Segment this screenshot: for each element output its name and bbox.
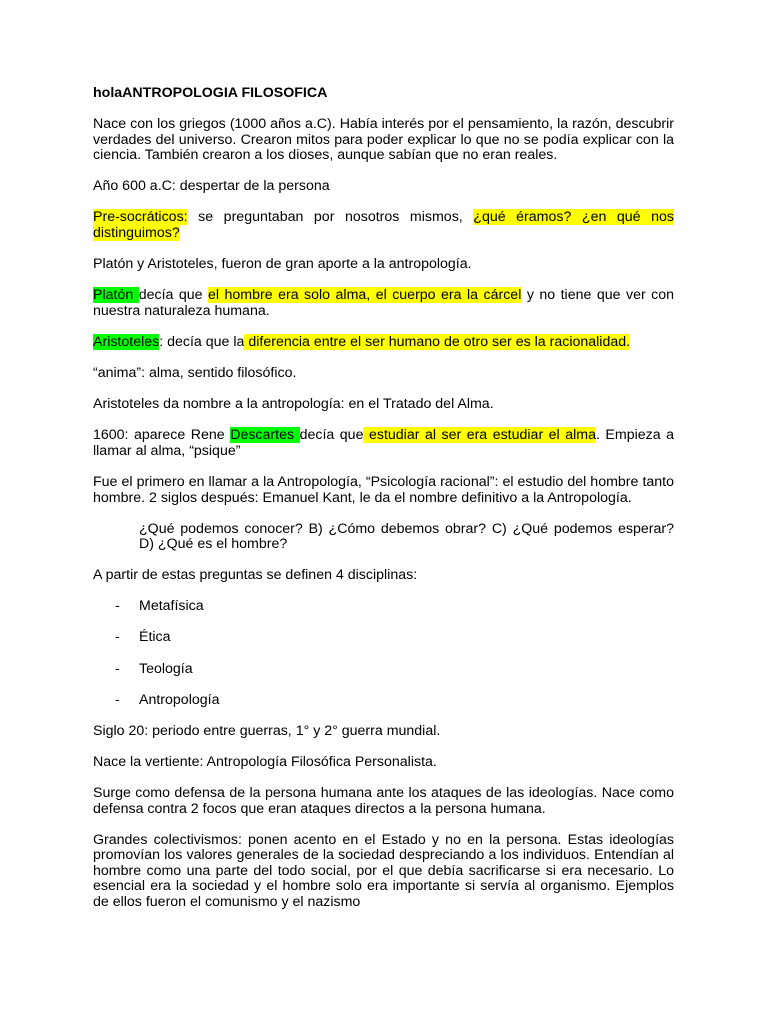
list-item — [93, 630, 674, 646]
highlight-presocratics: Pre-socráticos: — [93, 209, 188, 226]
paragraph-text: y no tiene que ver con nuestra naturaleza humana. — [93, 287, 675, 319]
paragraph-plato — [93, 288, 674, 319]
paragraph-text: decía que — [138, 287, 209, 304]
paragraph-defense: Surge como defensa de la persona humana ante los ataques de las ideologías. Nace como defensa contra 2 focos que eran ataques directos a la persona humana. — [93, 784, 674, 817]
list-item-label: Metafísica — [139, 598, 204, 615]
paragraph-text: decía que — [299, 427, 364, 444]
disciplines-list — [93, 599, 674, 708]
list-bullet: - — [115, 629, 120, 646]
highlight-plato-idea: el hombre era solo alma, el cuerpo era la cárcel — [208, 287, 522, 304]
paragraph-origins: Nace con los griegos (1000 años a.C). Había interés por el pensamiento, la razón, descubrir verdades del universo. Crearon mitos para poder explicar lo que no se podía explicar con la ciencia. También crearon a los dioses, aunque sabían que no eran reales. — [93, 116, 674, 164]
list-item-label: Teología — [139, 660, 193, 677]
list-bullet: - — [115, 660, 120, 677]
paragraph-presocratics — [93, 210, 674, 241]
list-bullet: - — [115, 598, 120, 615]
highlight-questions: ¿qué éramos? ¿en qué nos distinguimos? — [93, 209, 674, 242]
highlight-aristotle-idea: diferencia entre el ser humano de otro ser es la racionalidad. — [244, 333, 631, 350]
paragraph-text: : decía que la — [159, 333, 245, 350]
paragraph-kant: Fue el primero en llamar a la Antropología, “Psicología racional”: el estudio del hombre tanto hombre. 2 siglos después: Emanuel Kant, le da el nombre definitivo a la Antropología. — [93, 473, 674, 506]
document-title: holaANTROPOLOGIA FILOSOFICA — [93, 85, 328, 101]
highlight-descartes: Descartes — [230, 427, 300, 444]
paragraph-text: se preguntaban por nosotros mismos, — [187, 209, 474, 226]
paragraph-personalism: Nace la vertiente: Antropología Filosófica Personalista. — [93, 753, 437, 770]
paragraph-descartes — [93, 428, 674, 459]
paragraph-plato-aristotle: Platón y Aristoteles, fueron de gran aporte a la antropología. — [93, 256, 472, 273]
paragraph-text: . Empieza a llamar al alma, “psique” — [93, 427, 674, 459]
paragraph-treatise: Aristoteles da nombre a la antropología: en el Tratado del Alma. — [93, 396, 494, 413]
highlight-aristotle: Aristoteles — [93, 333, 160, 350]
list-item — [93, 662, 674, 678]
highlight-plato: Platón — [93, 287, 139, 304]
highlight-descartes-idea: estudiar al ser era estudiar el alma — [363, 427, 596, 444]
paragraph-kant-questions: ¿Qué podemos conocer? B) ¿Cómo debemos obrar? C) ¿Qué podemos esperar? D) ¿Qué es el hombre? — [139, 520, 674, 553]
paragraph-anima: “anima”: alma, sentido filosófico. — [93, 365, 297, 382]
paragraph-20th-century: Siglo 20: periodo entre guerras, 1° y 2° guerra mundial. — [93, 722, 441, 739]
list-item — [93, 693, 674, 709]
paragraph-text: 1600: aparece Rene — [93, 427, 231, 444]
list-item — [93, 599, 674, 615]
paragraph-aristotle — [93, 335, 674, 351]
list-item-label: Antropología — [139, 691, 220, 708]
list-bullet: - — [115, 691, 120, 708]
paragraph-collectivism: Grandes colectivismos: ponen acento en el Estado y no en la persona. Estas ideologías promovían los valores generales de la sociedad despreciando a los individuos. Entendían al hombre como una parte del todo social, por el que debía sacrificarse si era necesario. Lo esencial era la sociedad y el hombre solo era importante si servía al organismo. Ejemplos de ellos fueron el comunismo y el nazismo — [93, 831, 674, 910]
paragraph-year-600: Año 600 a.C: despertar de la persona — [93, 178, 330, 195]
list-item-label: Ética — [139, 629, 171, 646]
paragraph-disciplines-intro: A partir de estas preguntas se definen 4 disciplinas: — [93, 567, 418, 584]
